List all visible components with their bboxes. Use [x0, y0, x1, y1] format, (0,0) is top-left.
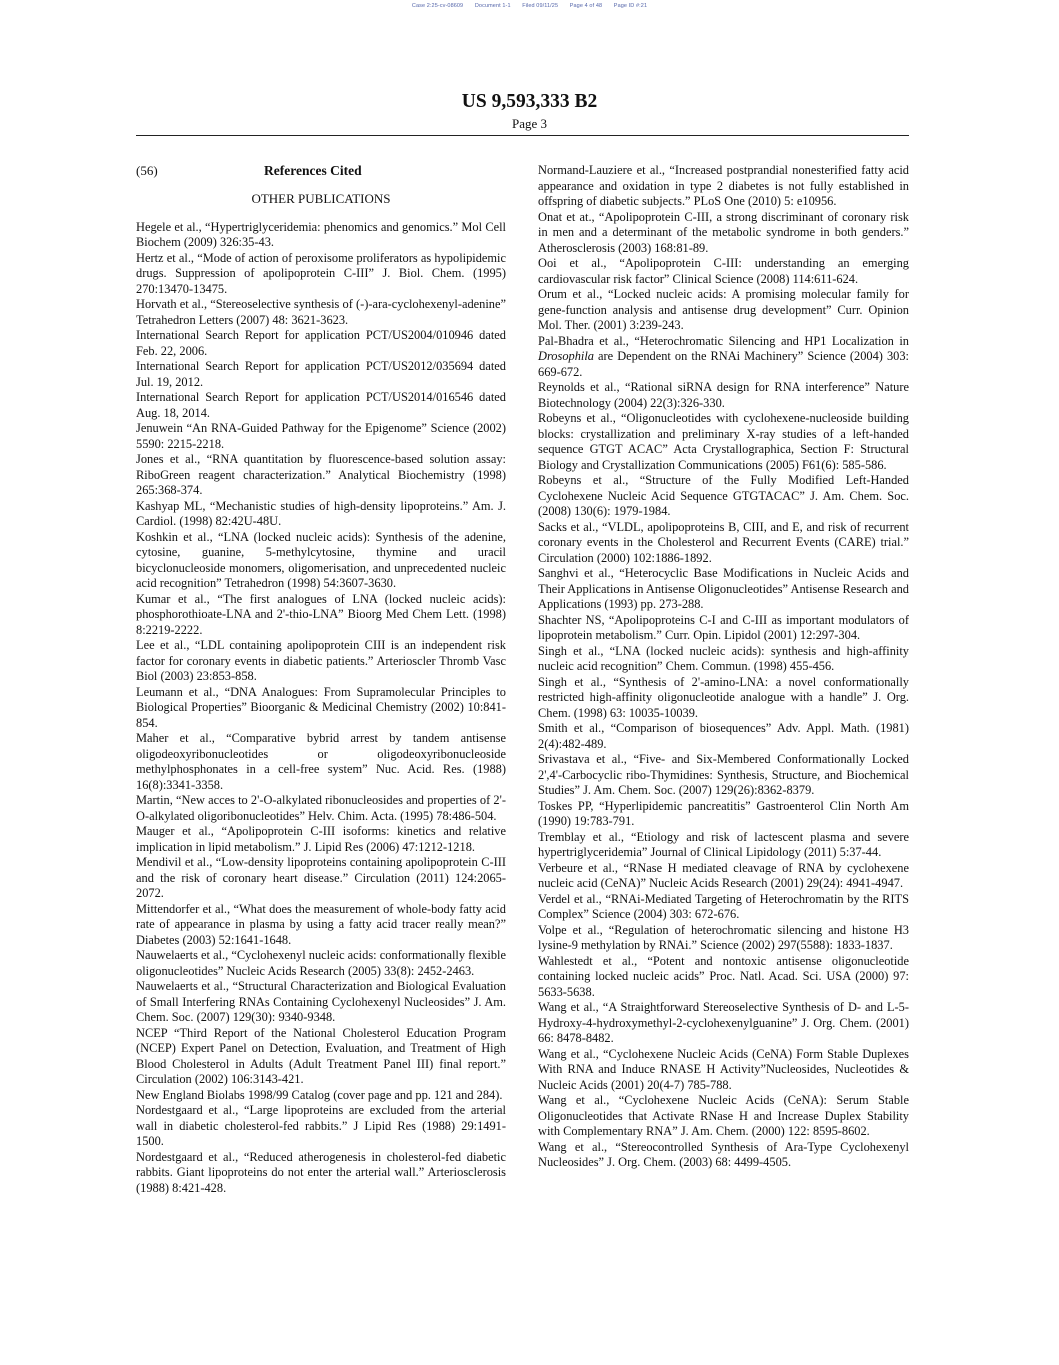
reference-entry: Ooi et al., “Apolipoprotein C-III: understanding an emerging cardiovascular risk factor” Clinical Science (2008) 114:611-624.: [538, 256, 909, 286]
reference-entry: Martin, “New acces to 2'-O-alkylated ribonucleosides and properties of 2'-O-alkylated oligoribonucleotides” Helv. Chim. Acta. (1995) 78:486-504.: [136, 793, 506, 823]
right-reference-list: [538, 163, 909, 1171]
court-filing-header: [0, 3, 1059, 9]
page-label: Page 3: [511, 116, 548, 131]
reference-entry: Shachter NS, “Apolipoproteins C-I and C-III as important modulators of lipoprotein metabolism.” Curr. Opin. Lipidol (2001) 12:297-304.: [538, 612, 909, 642]
case-number: Case 2:25-cv-08609: [411, 3, 464, 9]
reference-entry: Smith et al., “Comparison of biosequences” Adv. Appl. Math. (1981) 2(4):482-489.: [538, 721, 909, 751]
page-count: Page 4 of 48: [569, 3, 603, 9]
reference-entry: Orum et al., “Locked nucleic acids: A promising molecular family for gene-function analysis and antisense drug development” Curr. Opinion Mol. Ther. (2001) 3:239-243.: [538, 287, 909, 332]
reference-entry: Robeyns et al., “Structure of the Fully Modified Left-Handed Cyclohexene Nucleic Acid Sequence GTGTACAC” J. Am. Chem. Soc. (2008) 130(6): 1979-1984.: [538, 473, 909, 518]
reference-entry: Sacks et al., “VLDL, apolipoproteins B, CIII, and E, and risk of recurrent coronary events in the Cholesterol and Recurrent Events (CARE) trial.” Circulation (2000) 102:1886-1892.: [538, 519, 909, 565]
reference-entry: Verdel et al., “RNAi-Mediated Targeting of Heterochromatin by the RITS Complex” Science (2004) 303: 672-676.: [538, 891, 909, 921]
left-reference-list: [136, 220, 506, 1197]
filed-date: Filed 09/11/25: [522, 3, 559, 9]
document-number: Document 1-1: [474, 3, 511, 9]
reference-entry: New England Biolabs 1998/99 Catalog (cover page and pp. 121 and 284).: [136, 1087, 503, 1102]
reference-entry: Nordestgaard et al., “Large lipoproteins are excluded from the arterial wall in diabetic cholesterol-fed rabbits.” J Lipid Res (1988) 29:1491-1500.: [136, 1103, 506, 1148]
reference-entry: Singh et al., “Synthesis of 2'-amino-LNA: a novel conformationally restricted high-affinity oligonucleotide analogue with a handle” J. Org. Chem. (1998) 63: 10035-10039.: [538, 674, 909, 720]
section-title: References Cited: [264, 163, 362, 178]
header-divider: [136, 135, 909, 136]
reference-entry: Lee et al., “LDL containing apolipoprotein CIII is an independent risk factor for coronary events in diabetic patients.” Arterioscler Thromb Vasc Biol (2003) 23:853-858.: [136, 638, 506, 683]
reference-entry: Mauger et al., “Apolipoprotein C-III isoforms: kinetics and relative implication in lipid metabolism.” J. Lipid Res (2006) 47:1212-1218.: [136, 824, 506, 854]
reference-entry: Verbeure et al., “RNase H mediated cleavage of RNA by cyclohexene nucleic acid (CeNA)” Nucleic Acids Research (2001) 29(24): 4941-4947.: [538, 860, 909, 890]
reference-entry: Horvath et al., “Stereoselective synthesis of (-)-ara-cyclohexenyl-adenine” Tetrahedron Letters (2007) 48: 3621-3623.: [136, 297, 506, 327]
patent-number: US 9,593,333 B2: [461, 91, 598, 112]
section-code: (56): [136, 163, 158, 178]
reference-entry: Sanghvi et al., “Heterocyclic Base Modifications in Nucleic Acids and Their Applications in Antisense Oligonucleotides” Antisense Research and Applications (1993) pp. 273-288.: [538, 566, 909, 611]
references-heading: [136, 163, 506, 181]
reference-entry: Pal-Bhadra et al., “Heterochromatic Silencing and HP1 Localization in Drosophila are Dependent on the RNAi Machinery” Science (2004) 303: 669-672.: [538, 333, 909, 379]
reference-entry: Onat et at., “Apolipoprotein C-III, a strong discriminant of coronary risk in men and a determinant of the metabolic syndrome in both genders.” Atherosclerosis (2003) 168:81-89.: [538, 209, 909, 255]
reference-entry: Nauwelaerts et al., “Structural Characterization and Biological Evaluation of Small Interfering RNAs Containing Cyclohexenyl Nucleosides” J. Am. Chem. Soc. (2007) 129(30): 9340-9348.: [136, 979, 506, 1024]
reference-entry: Wang et al., “A Straightforward Stereoselective Synthesis of D- and L-5-Hydroxy-4-hydroxymethyl-2-cyclohexenylguanine” J. Org. Chem. (2001) 66: 8478-8482.: [538, 1000, 909, 1045]
reference-entry: Kashyap ML, “Mechanistic studies of high-density lipoproteins.” Am. J. Cardiol. (1998) 82:42U-48U.: [136, 498, 506, 528]
reference-entry: Volpe et al., “Regulation of heterochromatic silencing and histone H3 lysine-9 methylation by RNAi.” Science (2002) 297(5588): 1833-1837.: [538, 922, 909, 952]
page-id: Page ID #:21: [613, 3, 648, 9]
section-subtitle: OTHER PUBLICATIONS: [251, 191, 391, 206]
reference-entry: Wahlestedt et al., “Potent and nontoxic antisense oligonucleotide containing locked nucleic acids” Proc. Natl. Acad. Sci. USA (2000) 97: 5633-5638.: [538, 953, 909, 999]
reference-entry: Wang et al., “Stereocontrolled Synthesis of Ara-Type Cyclohexenyl Nucleosides” J. Org. Chem. (2003) 68: 4499-4505.: [538, 1139, 909, 1169]
reference-entry: Singh et al., “LNA (locked nucleic acids): synthesis and high-affinity nucleic acid recognition” Chem. Commun. (1998) 455-456.: [538, 643, 909, 673]
reference-entry: Normand-Lauziere et al., “Increased postprandial nonesterified fatty acid appearance and oxidation in type 2 diabetes is not fully established in offspring of diabetic subjects.” PLoS One (2010) 5: e10956.: [538, 163, 909, 208]
reference-entry: Maher et al., “Comparative bybrid arrest by tandem antisense oligodeoxyribonucleotides or oligodeoxyribonucleoside methylphosphonates in a cell-free system” Nuc. Acid. Res. (1988) 16(8):3341-3358.: [136, 731, 506, 792]
reference-entry: International Search Report for application PCT/US2004/010946 dated Feb. 22, 2006.: [136, 328, 506, 358]
reference-entry: NCEP “Third Report of the National Cholesterol Education Program (NCEP) Expert Panel on Detection, Evaluation, and Treatment of High Blood Cholesterol in Adults (Adult Treatment Panel III) final report.” Circulation (2002) 106:3143-421.: [136, 1025, 506, 1086]
reference-entry: Srivastava et al., “Five- and Six-Membered Conformationally Locked 2',4'-Carbocyclic ribo-Thymidines: Synthesis, Structure, and Biochemical Studies” J. Am. Chem. Soc. (2007) 129(26):8362-8379.: [538, 752, 909, 797]
reference-entry: Nordestgaard et al., “Reduced atherogenesis in cholesterol-fed diabetic rabbits. Giant lipoproteins do not enter the arterial wall.” Arteriosclerosis (1988) 8:421-428.: [136, 1149, 506, 1195]
reference-entry: Wang et al., “Cyclohexene Nucleic Acids (CeNA) Form Stable Duplexes With RNA and Induce RNASE H Activity”Nucleosides, Nucleotides & Nucleic Acids (2001) 20(4-7) 785-788.: [538, 1046, 909, 1092]
reference-entry: Mendivil et al., “Low-density lipoproteins containing apolipoprotein C-III and the risk of coronary heart disease.” Circulation (2011) 124:2065-2072.: [136, 855, 506, 900]
reference-entry: Koshkin et al., “LNA (locked nucleic acids): Synthesis of the adenine, cytosine, guanine, 5-methylcytosine, thymine and uracil bicyclonucleoside monomers, oligomerisation, and unprecedented nucleic acid recognition” Tetrahedron (1998) 54:3607-3630.: [136, 529, 506, 590]
reference-entry: Jenuwein “An RNA-Guided Pathway for the Epigenome” Science (2002) 5590: 2215-2218.: [136, 421, 506, 451]
reference-entry: Hertz et al., “Mode of action of peroxisome proliferators as hypolipidemic drugs. Suppression of apolipoprotein C-III” J. Biol. Chem. (1995) 270:13470-13475.: [136, 250, 506, 296]
reference-entry: Robeyns et al., “Oligonucleotides with cyclohexene-nucleoside building blocks: crystallization and preliminary X-ray studies of a left-handed sequence GTGT ACAC” Acta Crystallographica, Section F: Structural Biology and Crystallization Communications (2005) F61(6): 585-586.: [538, 411, 909, 472]
reference-entry: Kumar et al., “The first analogues of LNA (locked nucleic acids): phosphorothioate-LNA and 2'-thio-LNA” Bioorg Med Chem Lett. (1998) 8:2219-2222.: [136, 591, 506, 637]
reference-entry: International Search Report for application PCT/US2014/016546 dated Aug. 18, 2014.: [136, 390, 506, 420]
reference-entry: Jones et al., “RNA quantitation by fluorescence-based solution assay: RiboGreen reagent characterization.” Analytical Biochemistry (1998) 265:368-374.: [136, 452, 506, 497]
right-column: [538, 163, 909, 1171]
left-column: [136, 163, 506, 1196]
reference-entry: Tremblay et al., “Etiology and risk of lactescent plasma and severe hypertriglyceridemia” Journal of Clinical Lipidology (2011) 5:37-44.: [538, 829, 909, 859]
reference-entry: Mittendorfer et al., “What does the measurement of whole-body fatty acid rate of appearance in plasma by using a fatty acid tracer really mean?” Diabetes (2003) 52:1641-1648.: [136, 901, 506, 947]
reference-entry: International Search Report for application PCT/US2012/035694 dated Jul. 19, 2012.: [136, 359, 506, 389]
reference-entry: Leumann et al., “DNA Analogues: From Supramolecular Principles to Biological Properties” Bioorganic & Medicinal Chemistry (2002) 10:841-854.: [136, 684, 506, 730]
reference-entry: Nauwelaerts et al., “Cyclohexenyl nucleic acids: conformationally flexible oligonucleotides” Nucleic Acids Research (2005) 33(8): 2452-2463.: [136, 948, 506, 978]
reference-entry: Hegele et al., “Hypertriglyceridemia: phenomics and genomics.” Mol Cell Biochem (2009) 326:35-43.: [136, 219, 506, 249]
reference-entry: Wang et al., “Cyclohexene Nucleic Acids (CeNA): Serum Stable Oligonucleotides that Activate RNase H and Increase Duplex Stability with Complementary RNA” J. Am. Chem. (2000) 122: 8595-8602.: [538, 1093, 909, 1138]
reference-entry: Toskes PP, “Hyperlipidemic pancreatitis” Gastroenterol Clin North Am (1990) 19:783-791.: [538, 798, 909, 828]
reference-entry: Reynolds et al., “Rational siRNA design for RNA interference” Nature Biotechnology (2004) 22(3):326-330.: [538, 380, 909, 410]
